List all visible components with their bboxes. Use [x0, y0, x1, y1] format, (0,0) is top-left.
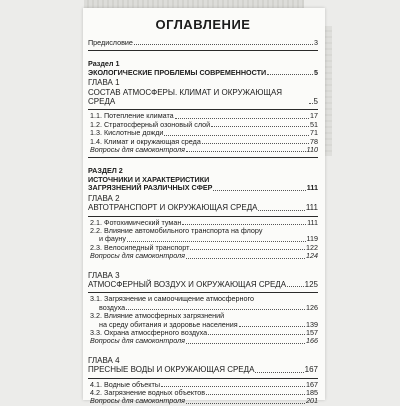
- toc-entry-line: 2.2. Влияние автомобильного транспорта на флору: [90, 225, 263, 235]
- toc-entry: 1.2. Стратосферный озоновый слой 51: [90, 119, 318, 129]
- part-label: РАЗДЕЛ 2: [88, 166, 123, 176]
- chapter-title: АВТОТРАНСПОРТ И ОКРУЖАЮЩАЯ СРЕДА 111: [88, 203, 318, 213]
- toc-entry-line: 3.2. Влияние атмосферных загрязнений: [90, 311, 225, 321]
- toc-entry-preface: Предисловие 3: [88, 38, 318, 47]
- divider: [88, 109, 318, 110]
- part-title: ЭКОЛОГИЧЕСКИЕ ПРОБЛЕМЫ СОВРЕМЕННОСТИ 5: [88, 67, 318, 77]
- toc-entry-line: 3.1. Загрязнение и самоочищение атмосферного: [90, 294, 254, 304]
- toc-entry-questions: Вопросы для самоконтроля 201: [90, 396, 318, 406]
- part-label: Раздел 1: [88, 59, 120, 69]
- chapter-title: АТМОСФЕРНЫЙ ВОЗДУХ И ОКРУЖАЮЩАЯ СРЕДА 125: [88, 279, 318, 289]
- toc-entry: 1.4. Климат и окружающая среда 78: [90, 136, 318, 146]
- toc-entry: 2.1. Фотохимический туман 111: [90, 217, 318, 227]
- toc-entry: 3.3. Охрана атмосферного воздуха 157: [90, 327, 318, 337]
- part-title: ЗАГРЯЗНЕНИЙ РАЗЛИЧНЫХ СФЕР 111: [88, 183, 318, 193]
- chapter-title: ПРЕСНЫЕ ВОДЫ И ОКРУЖАЮЩАЯ СРЕДА 167: [88, 365, 318, 375]
- divider: [88, 216, 318, 217]
- page-title: ОГЛАВЛЕНИЕ: [155, 17, 251, 32]
- toc-entry: на среду обитания и здоровье населения 139: [99, 319, 318, 329]
- book-page: [83, 8, 325, 406]
- divider: [88, 157, 318, 158]
- chapter-title: СОСТАВ АТМОСФЕРЫ. КЛИМАТ И ОКРУЖАЮЩАЯ СРЕДА 5: [88, 87, 318, 107]
- toc-entry: 1.3. Кислотные дожди 71: [90, 128, 318, 138]
- chapter-label: ГЛАВА 3: [88, 270, 120, 280]
- divider: [88, 378, 318, 379]
- chapter-label: ГЛАВА 2: [88, 193, 120, 203]
- toc-entry-questions: Вопросы для самоконтроля 110: [90, 145, 318, 155]
- toc-entry: 1.1. Потепление климата 17: [90, 111, 318, 121]
- toc-entry: и фауну 119: [99, 234, 318, 244]
- toc-entry-questions: Вопросы для самоконтроля 124: [90, 251, 318, 261]
- chapter-label: ГЛАВА 1: [88, 78, 120, 88]
- table-of-contents: [88, 14, 318, 406]
- part-title-line: ИСТОЧНИКИ И ХАРАКТЕРИСТИКИ: [88, 174, 210, 184]
- toc-entry-questions: Вопросы для самоконтроля 166: [90, 336, 318, 346]
- divider: [88, 292, 318, 293]
- toc-entry: 2.3. Велосипедный транспорт 122: [90, 242, 318, 252]
- chapter-label: ГЛАВА 4: [88, 355, 120, 365]
- toc-entry: 4.2. Загрязнение водных объектов 185: [90, 388, 318, 397]
- toc-entry: воздуха 126: [99, 302, 318, 312]
- divider: [88, 50, 318, 51]
- toc-entry: 4.1. Водные объекты 167: [90, 379, 318, 389]
